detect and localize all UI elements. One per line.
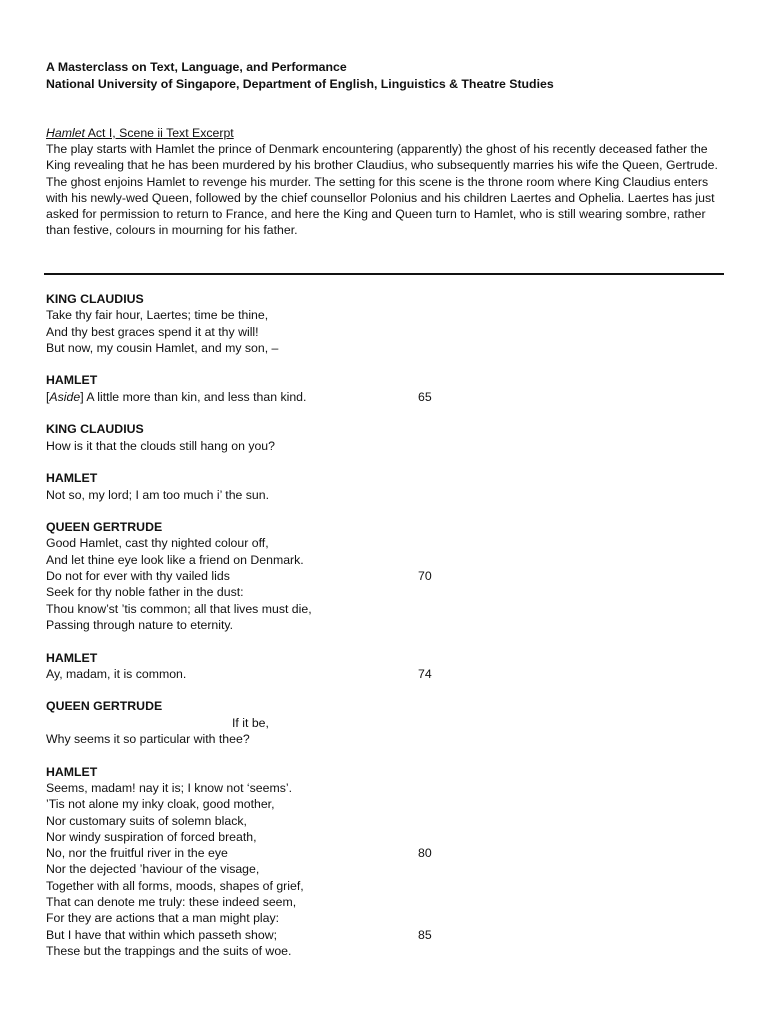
speaker-name: HAMLET	[46, 471, 98, 486]
line-number: 65	[418, 389, 432, 404]
verse-line-text: ] A little more than kin, and less than kind.	[80, 389, 307, 404]
verse-line: Thou know’st ’tis common; all that lives must die,	[46, 601, 312, 616]
excerpt-title-rest: Act I, Scene ii Text Excerpt	[84, 126, 234, 140]
verse-line: If it be,	[232, 715, 269, 730]
speech-king-claudius-2	[46, 421, 466, 454]
verse-line: For they are actions that a man might play:	[46, 911, 280, 926]
verse-line: ’Tis not alone my inky cloak, good mother,	[46, 797, 275, 812]
verse-line: Take thy fair hour, Laertes; time be thine,	[46, 308, 269, 323]
speech-king-claudius-1	[46, 291, 466, 356]
verse-line: Good Hamlet, cast thy nighted colour off,	[46, 536, 269, 551]
department-title: National University of Singapore, Department of English, Linguistics & Theatre Studies	[46, 77, 554, 91]
verse-line: Together with all forms, moods, shapes of grief,	[46, 878, 304, 893]
play-title: Hamlet	[46, 126, 85, 140]
verse-line-text: No, nor the fruitful river in the eye	[46, 846, 228, 861]
verse-line: That can denote me truly: these indeed seem,	[46, 894, 297, 909]
verse-line: And let thine eye look like a friend on Denmark.	[46, 552, 304, 567]
bracket-open: [	[46, 389, 50, 404]
speaker-name: HAMLET	[46, 373, 98, 388]
masterclass-title: A Masterclass on Text, Language, and Performance	[46, 60, 347, 74]
excerpt-title	[46, 125, 726, 141]
speaker-name: KING CLAUDIUS	[46, 292, 144, 306]
verse-line	[46, 389, 466, 405]
intro-section	[46, 125, 726, 238]
verse-line	[46, 666, 466, 682]
verse-line: Nor customary suits of solemn black,	[46, 813, 247, 828]
speech-hamlet-4	[46, 764, 466, 960]
verse-line: Why seems it so particular with thee?	[46, 732, 250, 747]
script-excerpt	[46, 291, 466, 975]
intro-paragraph: The play starts with Hamlet the prince of Denmark encountering (apparently) the ghost of his recently deceased father the King revealing that he has been murdered by his brother Claudius, who subsequently marries his wife the Queen, Gertrude. The ghost enjoins Hamlet to revenge his murder. The setting for this scene is the throne room where King Claudius enters with his newly-wed Queen, followed by the chief counsellor Polonius and his children Laertes and Ophelia. Laertes has just asked for permission to return to France, and here the King and Queen turn to Hamlet, who is still wearing sombre, rather than festive, colours in mourning for his father.	[46, 142, 718, 238]
verse-line-text: Ay, madam, it is common.	[46, 666, 187, 681]
verse-line: How is it that the clouds still hang on you?	[46, 438, 275, 453]
verse-line-text: Do not for ever with thy vailed lids	[46, 569, 230, 584]
line-number: 80	[418, 846, 432, 861]
verse-line: Not so, my lord; I am too much i’ the sun.	[46, 487, 270, 502]
verse-line: Nor windy suspiration of forced breath,	[46, 829, 257, 844]
verse-line	[46, 927, 466, 943]
speaker-name: HAMLET	[46, 650, 98, 665]
speaker-name: HAMLET	[46, 764, 98, 779]
speaker-name: KING CLAUDIUS	[46, 422, 144, 437]
speech-hamlet-3	[46, 650, 466, 683]
speaker-name: QUEEN GERTRUDE	[46, 520, 163, 535]
document-header	[46, 59, 554, 93]
verse-line: Seek for thy noble father in the dust:	[46, 585, 244, 600]
line-number: 70	[418, 569, 432, 584]
speech-queen-gertrude-2	[46, 698, 466, 747]
verse-line: And thy best graces spend it at thy will!	[46, 324, 259, 339]
verse-line: Passing through nature to eternity.	[46, 617, 234, 632]
verse-line: Nor the dejected ’haviour of the visage,	[46, 862, 260, 877]
verse-line	[46, 568, 466, 584]
speech-hamlet-2	[46, 470, 466, 503]
speaker-name: QUEEN GERTRUDE	[46, 699, 163, 714]
verse-line-text: But I have that within which passeth show;	[46, 927, 278, 942]
line-number: 85	[418, 927, 432, 942]
stage-direction: Aside	[49, 389, 81, 404]
speech-queen-gertrude-1	[46, 519, 466, 633]
verse-line: But now, my cousin Hamlet, and my son, –	[46, 340, 279, 355]
section-divider	[44, 273, 724, 275]
speech-hamlet-1	[46, 372, 466, 405]
verse-line	[46, 845, 466, 861]
verse-line: These but the trappings and the suits of woe.	[46, 943, 292, 958]
line-number: 74	[418, 666, 432, 681]
verse-line: Seems, madam! nay it is; I know not ‘seems’.	[46, 780, 293, 795]
